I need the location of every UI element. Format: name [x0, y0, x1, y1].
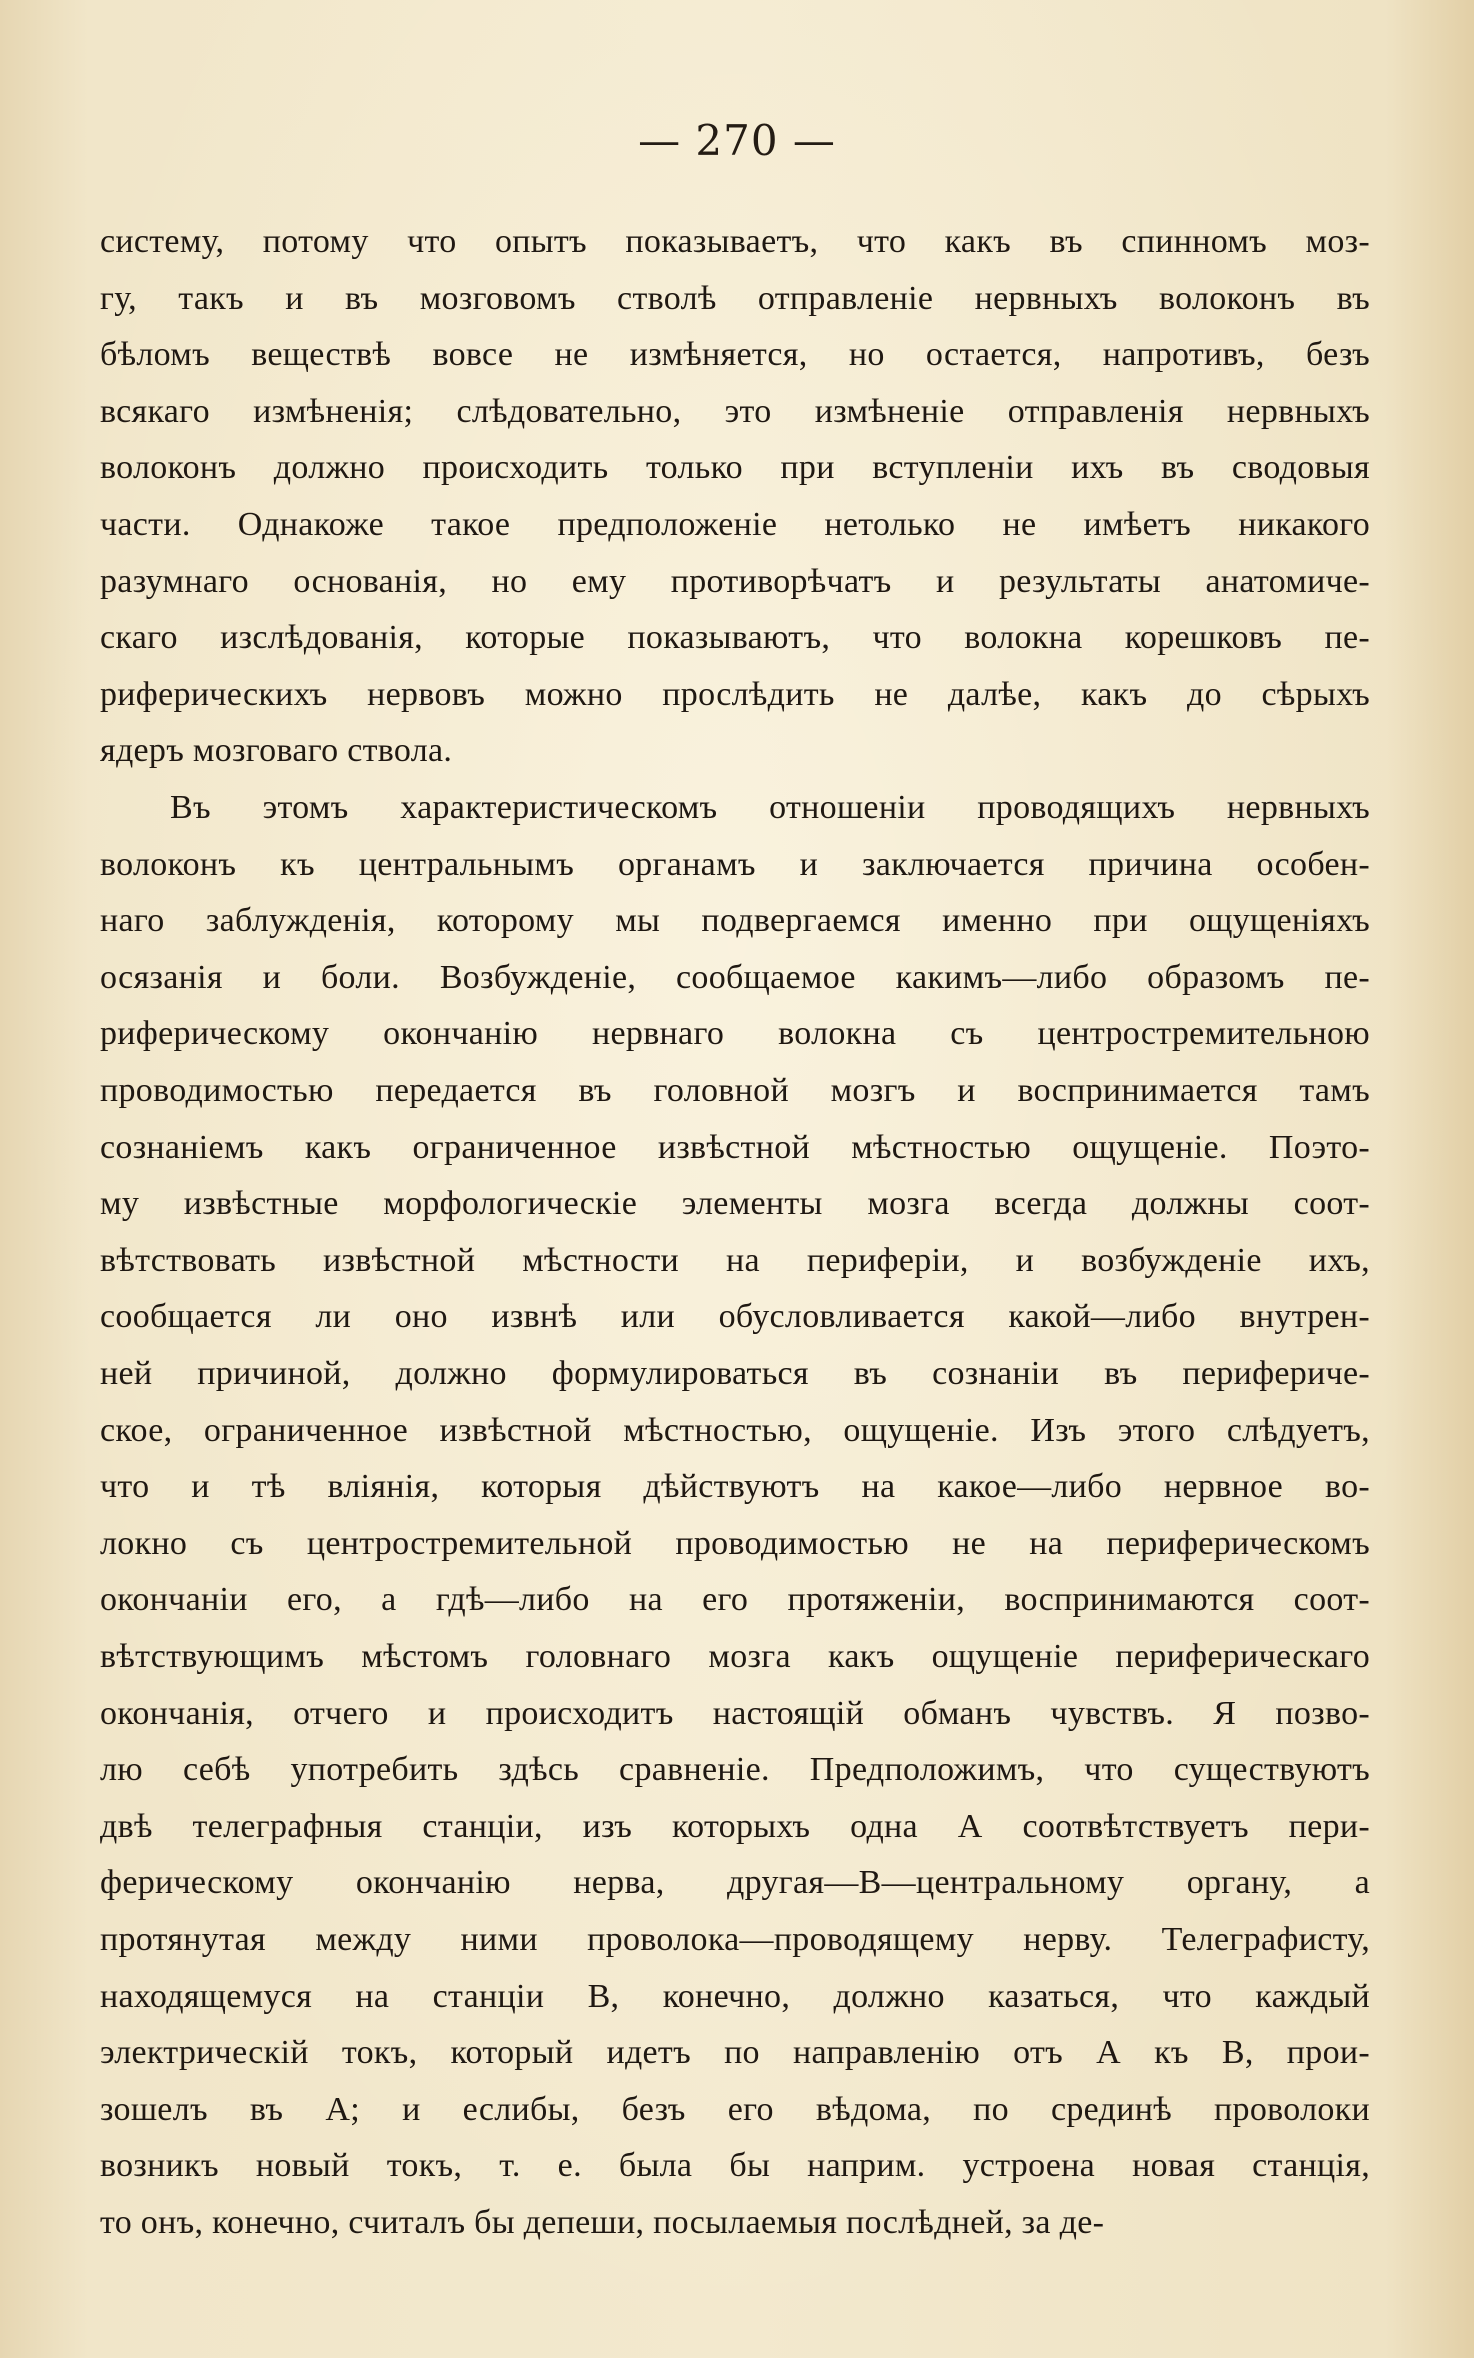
text-line: разумнаго основанія, но ему противорѣчатъ и результаты анатомиче- [100, 563, 1370, 600]
text-line: проводимостью передается въ головной мозгъ и воспринимается тамъ [100, 1072, 1370, 1109]
text-line: волоконъ къ центральнымъ органамъ и заключается причина особен- [100, 846, 1370, 883]
text-line: риферическому окончанію нервнаго волокна съ центростремительною [100, 1015, 1370, 1052]
text-line: скаго изслѣдованія, которые показываютъ, что волокна корешковъ пе- [100, 619, 1370, 656]
text-line: гу, такъ и въ мозговомъ стволѣ отправленіе нервныхъ волоконъ въ [100, 280, 1370, 317]
text-line: сообщается ли оно извнѣ или обусловливается какой—либо внутрен- [100, 1298, 1370, 1335]
text-line: вѣтствующимъ мѣстомъ головнаго мозга какъ ощущеніе периферическаго [100, 1638, 1370, 1675]
text-line: находящемуся на станціи В, конечно, должно казаться, что каждый [100, 1978, 1370, 2015]
page-number: — 270 — [638, 116, 836, 165]
text-line: электрическій токъ, который идетъ по направленію отъ А къ В, прои- [100, 2034, 1370, 2071]
text-line: ней причиной, должно формулироваться въ сознаніи въ периферичe- [100, 1355, 1370, 1392]
text-line: систему, потому что опытъ показываетъ, что какъ въ спинномъ моз- [100, 223, 1370, 260]
text-line: окончаніи его, а гдѣ—либо на его протяженіи, воспринимаются соот- [100, 1581, 1370, 1618]
text-line: ское, ограниченное извѣстной мѣстностью, ощущеніе. Изъ этого слѣдуетъ, [100, 1412, 1370, 1449]
text-line: осязанія и боли. Возбужденіе, сообщаемое какимъ—либо образомъ пе- [100, 959, 1370, 996]
text-line: двѣ телеграфныя станціи, изъ которыхъ одна А соотвѣтствуетъ пери- [100, 1808, 1370, 1845]
text-line: бѣломъ веществѣ вовсе не измѣняется, но остается, напротивъ, безъ [100, 336, 1370, 373]
text-line: зошелъ въ А; и еслибы, безъ его вѣдома, по срединѣ проволоки [100, 2091, 1370, 2128]
text-line: наго заблужденія, которому мы подвергаемся именно при ощущеніяхъ [100, 902, 1370, 939]
text-line: ферическому окончанію нерва, другая—В—центральному органу, а [100, 1864, 1370, 1901]
text-line: части. Однакоже такое предположеніе нетолько не имѣетъ никакого [100, 506, 1370, 543]
text-line: лю себѣ употребить здѣсь сравненіе. Предположимъ, что существуютъ [100, 1751, 1370, 1788]
text-line: то онъ, конечно, считалъ бы депеши, посылаемыя послѣдней, за де- [100, 2204, 1105, 2241]
text-line: Въ этомъ характеристическомъ отношеніи проводящихъ нервныхъ [170, 789, 1370, 826]
text-line: возникъ новый токъ, т. е. была бы наприм. устроена новая станція, [100, 2147, 1370, 2184]
text-line: риферическихъ нервовъ можно прослѣдить не далѣе, какъ до сѣрыхъ [100, 676, 1370, 713]
text-line: что и тѣ вліянія, которыя дѣйствуютъ на какое—либо нервное во- [100, 1468, 1370, 1505]
text-line: сознаніемъ какъ ограниченное извѣстной мѣстностью ощущеніе. Поэто- [100, 1129, 1370, 1166]
text-line: волоконъ должно происходить только при вступленіи ихъ въ сводовыя [100, 449, 1370, 486]
text-line: вѣтствовать извѣстной мѣстности на периферіи, и возбужденіе ихъ, [100, 1242, 1370, 1279]
text-line: протянутая между ними проволока—проводящему нерву. Телеграфисту, [100, 1921, 1370, 1958]
text-line: му извѣстные морфологическіе элементы мозга всегда должны соот- [100, 1185, 1370, 1222]
text-line: локно съ центростремительной проводимостью не на периферическомъ [100, 1525, 1370, 1562]
text-line: окончанія, отчего и происходитъ настоящій обманъ чувствъ. Я позво- [100, 1695, 1370, 1732]
text-line: ядеръ мозговаго ствола. [100, 732, 453, 769]
text-line: всякаго измѣненія; слѣдовательно, это измѣненіе отправленія нервныхъ [100, 393, 1370, 430]
